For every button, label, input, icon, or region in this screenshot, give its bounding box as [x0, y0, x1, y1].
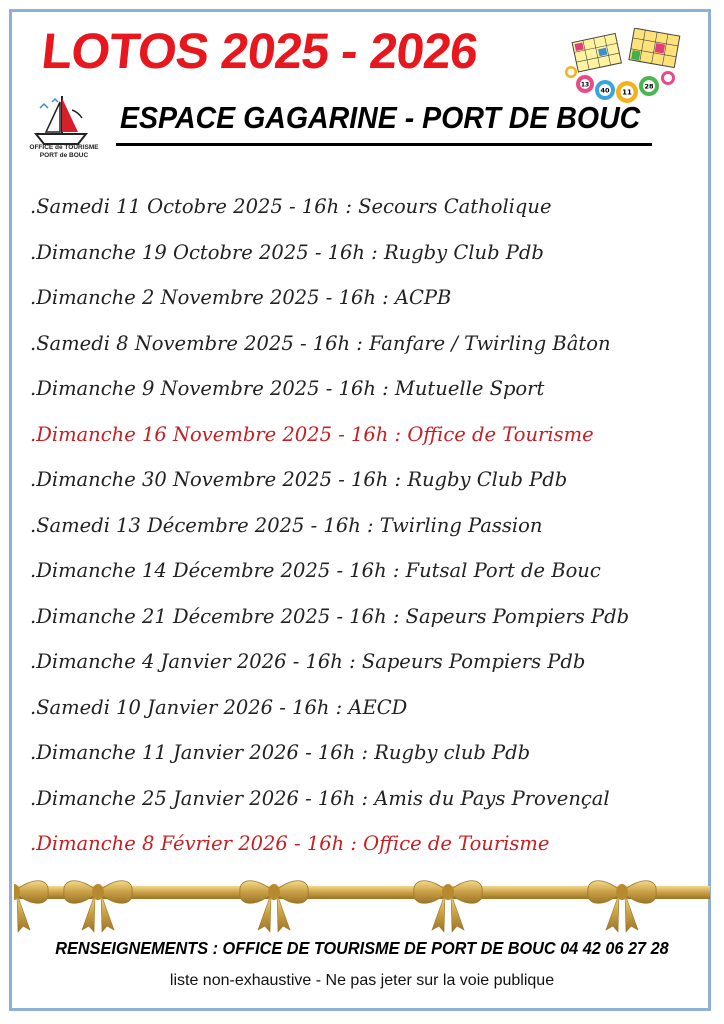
- event-item: .Samedi 8 Novembre 2025 - 16h : Fanfare / Twirling Bâton: [30, 331, 611, 355]
- event-item: .Dimanche 25 Janvier 2026 - 16h : Amis du Pays Provençal: [30, 786, 610, 810]
- subtitle-underline: [116, 143, 652, 146]
- bow-icon: [414, 881, 482, 932]
- event-item: .Samedi 11 Octobre 2025 - 16h : Secours Catholique: [30, 195, 552, 218]
- bow-icon: [14, 881, 48, 932]
- footer-note: liste non-exhaustive - Ne pas jeter sur la voie publique: [169, 972, 555, 989]
- event-item: .Dimanche 16 Novembre 2025 - 16h : Office de Tourisme: [30, 422, 594, 446]
- event-item: .Dimanche 4 Janvier 2026 - 16h : Sapeurs Pompiers Pdb: [30, 650, 586, 673]
- bow-icon: [240, 881, 308, 932]
- event-item: .Dimanche 9 Novembre 2025 - 16h : Mutuelle Sport: [30, 377, 545, 400]
- bingo-ball-label: 13: [580, 81, 590, 89]
- event-item: .Dimanche 8 Février 2026 - 16h : Office de Tourisme: [30, 832, 550, 855]
- event-item: .Dimanche 21 Décembre 2025 - 16h : Sapeurs Pompiers Pdb: [30, 604, 630, 628]
- bingo-ball-label: 40: [600, 86, 610, 95]
- bow-icon: [64, 881, 132, 932]
- event-item: .Samedi 10 Janvier 2026 - 16h : AECD: [30, 695, 408, 719]
- event-item: .Dimanche 19 Octobre 2025 - 16h : Rugby Club Pdb: [30, 240, 544, 264]
- bingo-balls-icon: [565, 28, 693, 108]
- event-item: .Dimanche 11 Janvier 2026 - 16h : Rugby club Pdb: [30, 741, 531, 764]
- gold-ribbon-decoration: [14, 872, 710, 944]
- bingo-ball-label: 28: [644, 82, 654, 91]
- event-list: [30, 188, 710, 871]
- page-title: LOTOS 2025 - 2026: [39, 23, 481, 79]
- event-item: .Dimanche 14 Décembre 2025 - 16h : Futsal Port de Bouc: [30, 559, 601, 582]
- bow-icon: [588, 881, 656, 932]
- event-item: .Dimanche 30 Novembre 2025 - 16h : Rugby Club Pdb: [30, 468, 568, 491]
- event-item: .Samedi 13 Décembre 2025 - 16h : Twirling Passion: [30, 513, 543, 537]
- event-item: .Dimanche 2 Novembre 2025 - 16h : ACPB: [30, 286, 452, 309]
- venue-subtitle: ESPACE GAGARINE - PORT DE BOUC: [120, 100, 641, 135]
- bingo-ball-label: 11: [622, 88, 632, 97]
- contact-info: RENSEIGNEMENTS : OFFICE DE TOURISME DE PORT DE BOUC 04 42 06 27 28: [55, 938, 669, 958]
- logo-label: OFFICE de TOURISME PORT de BOUC: [29, 144, 99, 159]
